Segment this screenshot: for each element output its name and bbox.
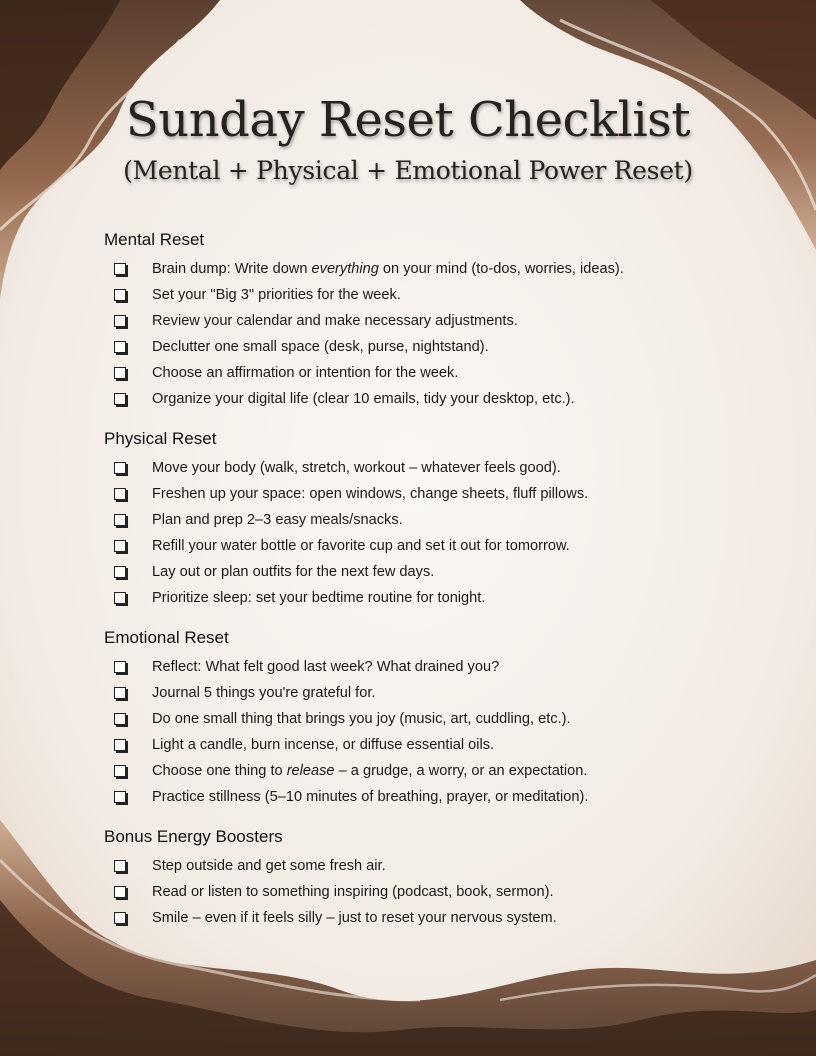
checklist-item-text: Choose one thing to release – a grudge, a worry, or an expectation. [152,763,588,779]
checklist-item [104,784,744,810]
checklist [104,853,744,931]
checklist-item-text: Choose an affirmation or intention for the week. [152,365,459,381]
checklist-item-text: Reflect: What felt good last week? What drained you? [152,659,500,675]
checklist-item [104,308,744,334]
checklist-item-text: Refill your water bottle or favorite cup and set it out for tomorrow. [152,538,570,554]
checklist-item [104,905,744,931]
checkbox[interactable] [114,687,126,699]
checkbox[interactable] [114,315,126,327]
checklist-item-text: Prioritize sleep: set your bedtime routine for tonight. [152,590,486,606]
checklist-item-text: Plan and prep 2–3 easy meals/snacks. [152,512,403,528]
page-title: Sunday Reset Checklist [125,92,691,148]
checklist-item-text: Set your "Big 3" priorities for the week. [152,287,401,303]
checklist-item-text: Lay out or plan outfits for the next few days. [152,564,435,580]
checkbox[interactable] [114,860,126,872]
checklist-item [104,585,744,611]
checkbox[interactable] [114,566,126,578]
checklist-item-text: Move your body (walk, stretch, workout – whatever feels good). [152,460,561,476]
checklist-item-text: Journal 5 things you're grateful for. [152,685,376,701]
checklist-item-text: Light a candle, burn incense, or diffuse essential oils. [152,737,495,753]
checklist-item [104,481,744,507]
checklist-item-text: Smile – even if it feels silly – just to reset your nervous system. [152,910,557,926]
checklist [104,455,744,611]
checkbox[interactable] [114,341,126,353]
section-heading: Mental Reset [104,230,205,249]
checkbox[interactable] [114,263,126,275]
checkbox[interactable] [114,912,126,924]
checklist-item-text: Freshen up your space: open windows, change sheets, fluff pillows. [152,486,589,502]
checklist-item [104,455,744,481]
checklist-item [104,732,744,758]
checkbox[interactable] [114,592,126,604]
checklist-item [104,879,744,905]
section-bonus-energy-boosters [104,825,744,931]
section-heading: Emotional Reset [104,628,229,647]
section-heading: Physical Reset [104,429,217,448]
checklist-item [104,853,744,879]
checkbox[interactable] [114,886,126,898]
checkbox[interactable] [114,393,126,405]
checklist-item-text: Do one small thing that brings you joy (music, art, cuddling, etc.). [152,711,571,727]
checklist-item [104,282,744,308]
checklist-item [104,559,744,585]
checklist-item-text: Practice stillness (5–10 minutes of breathing, prayer, or meditation). [152,789,589,805]
checkbox[interactable] [114,739,126,751]
checklist [104,654,744,810]
checklist-item [104,360,744,386]
checklist-sections [104,228,744,946]
checkbox[interactable] [114,791,126,803]
checkbox[interactable] [114,289,126,301]
checklist-item [104,256,744,282]
page-subtitle: (Mental + Physical + Emotional Power Reset) [123,156,693,185]
checklist-item-text: Organize your digital life (clear 10 emails, tidy your desktop, etc.). [152,391,575,407]
checklist-item-text: Step outside and get some fresh air. [152,858,386,874]
checkbox[interactable] [114,367,126,379]
checklist-item [104,654,744,680]
section-physical-reset [104,427,744,611]
section-heading: Bonus Energy Boosters [104,827,283,846]
checklist-item [104,758,744,784]
section-emotional-reset [104,626,744,810]
checklist-item-text: Read or listen to something inspiring (podcast, book, sermon). [152,884,554,900]
checkbox[interactable] [114,713,126,725]
checkbox[interactable] [114,514,126,526]
checklist-item [104,386,744,412]
section-mental-reset [104,228,744,412]
checkbox[interactable] [114,661,126,673]
checkbox[interactable] [114,462,126,474]
checklist-item [104,507,744,533]
checkbox[interactable] [114,765,126,777]
checklist-item [104,334,744,360]
checklist-item-text: Review your calendar and make necessary adjustments. [152,313,518,329]
checklist-item-text: Brain dump: Write down everything on your mind (to-dos, worries, ideas). [152,261,624,277]
checklist-item-text: Declutter one small space (desk, purse, nightstand). [152,339,489,355]
checklist-item [104,706,744,732]
checklist-item [104,533,744,559]
checklist [104,256,744,412]
checklist-item [104,680,744,706]
checkbox[interactable] [114,540,126,552]
checkbox[interactable] [114,488,126,500]
